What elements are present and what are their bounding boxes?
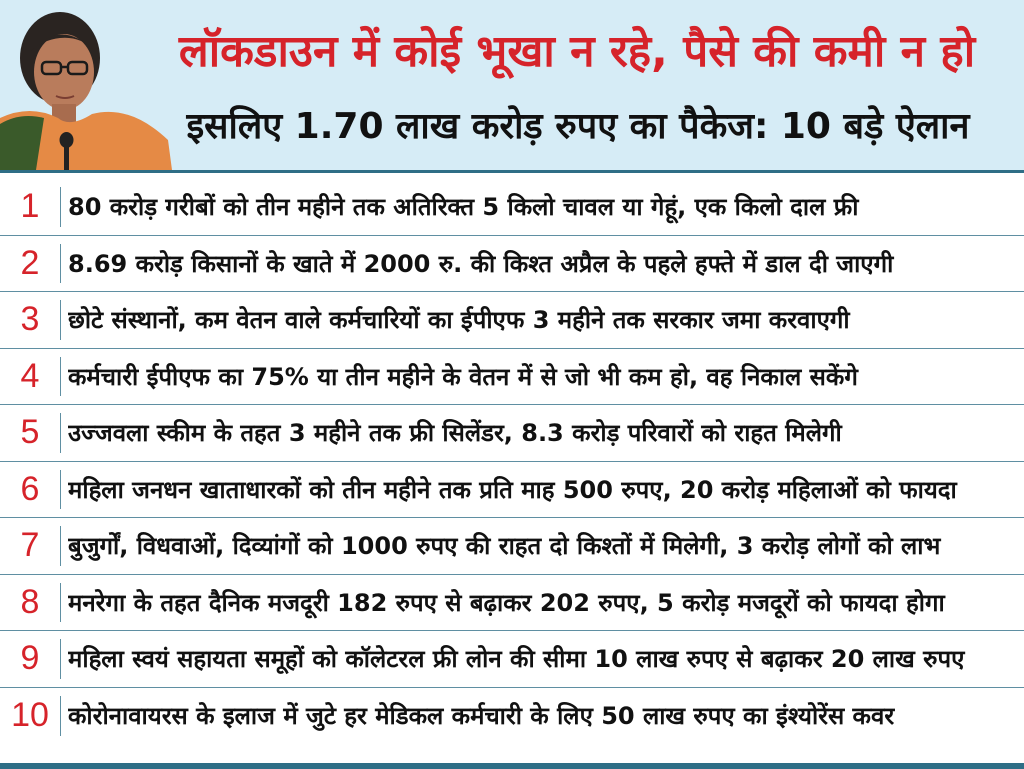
divider: [60, 244, 61, 284]
list-item: [0, 349, 1024, 406]
item-text: महिला जनधन खाताधारकों को तीन महीने तक प्रति माह 500 रुपए, 20 करोड़ महिलाओं को फायदा: [68, 475, 957, 504]
item-text: कर्मचारी ईपीएफ का 75% या तीन महीने के वेतन में से जो भी कम हो, वह निकाल सकेंगे: [68, 362, 858, 391]
item-number: 2: [20, 243, 40, 282]
list-item: [0, 236, 1024, 293]
item-number: 3: [20, 300, 40, 339]
subheadline: इसलिए 1.70 लाख करोड़ रुपए का पैकेज: 10 बड़े ऐलान: [186, 106, 970, 147]
divider: [60, 470, 61, 510]
list-item: [0, 462, 1024, 519]
item-text: 80 करोड़ गरीबों को तीन महीने तक अतिरिक्त 5 किलो चावल या गेहूं, एक किलो दाल फ्री: [68, 193, 859, 222]
item-number: 4: [20, 356, 40, 395]
item-number: 8: [20, 582, 40, 621]
list-item: [0, 405, 1024, 462]
item-number: 1: [20, 187, 40, 226]
header-banner: [0, 0, 1024, 173]
item-text: कोरोनावायरस के इलाज में जुटे हर मेडिकल कर्मचारी के लिए 50 लाख रुपए का इंश्योरेंस कवर: [68, 702, 895, 731]
divider: [60, 696, 61, 737]
list-item: [0, 631, 1024, 688]
item-number: 7: [20, 526, 40, 565]
item-number: 5: [20, 413, 40, 452]
list-item: [0, 688, 1024, 745]
item-number: 10: [11, 696, 49, 735]
announcement-list: [0, 179, 1024, 744]
divider: [60, 413, 61, 453]
list-item: [0, 179, 1024, 236]
item-number: 9: [20, 639, 40, 678]
headline: लॉकडाउन में कोई भूखा न रहे, पैसे की कमी न हो: [178, 26, 976, 77]
divider: [60, 526, 61, 566]
item-text: छोटे संस्थानों, कम वेतन वाले कर्मचारियों का ईपीएफ 3 महीने तक सरकार जमा करवाएगी: [68, 306, 850, 335]
list-item: [0, 575, 1024, 632]
item-text: बुजुर्गों, विधवाओं, दिव्यांगों को 1000 रुपए की राहत दो किश्तों में मिलेगी, 3 करोड़ लोगों को लाभ: [68, 532, 941, 561]
divider: [60, 300, 61, 340]
divider: [60, 357, 61, 397]
item-number: 6: [20, 469, 40, 508]
list-item: [0, 518, 1024, 575]
item-text: मनरेगा के तहत दैनिक मजदूरी 182 रुपए से बढ़ाकर 202 रुपए, 5 करोड़ मजदूरों को फायदा होगा: [68, 588, 945, 617]
divider: [60, 583, 61, 623]
divider: [60, 639, 61, 679]
item-text: 8.69 करोड़ किसानों के खाते में 2000 रु. की किश्त अप्रैल के पहले हफ्ते में डाल दी जाएगी: [68, 249, 894, 278]
list-item: [0, 292, 1024, 349]
divider: [60, 187, 61, 227]
item-text: महिला स्वयं सहायता समूहों को कॉलेटरल फ्री लोन की सीमा 10 लाख रुपए से बढ़ाकर 20 लाख रुपए: [68, 645, 965, 674]
item-text: उज्जवला स्कीम के तहत 3 महीने तक फ्री सिलेंडर, 8.3 करोड़ परिवारों को राहत मिलेगी: [68, 419, 842, 448]
